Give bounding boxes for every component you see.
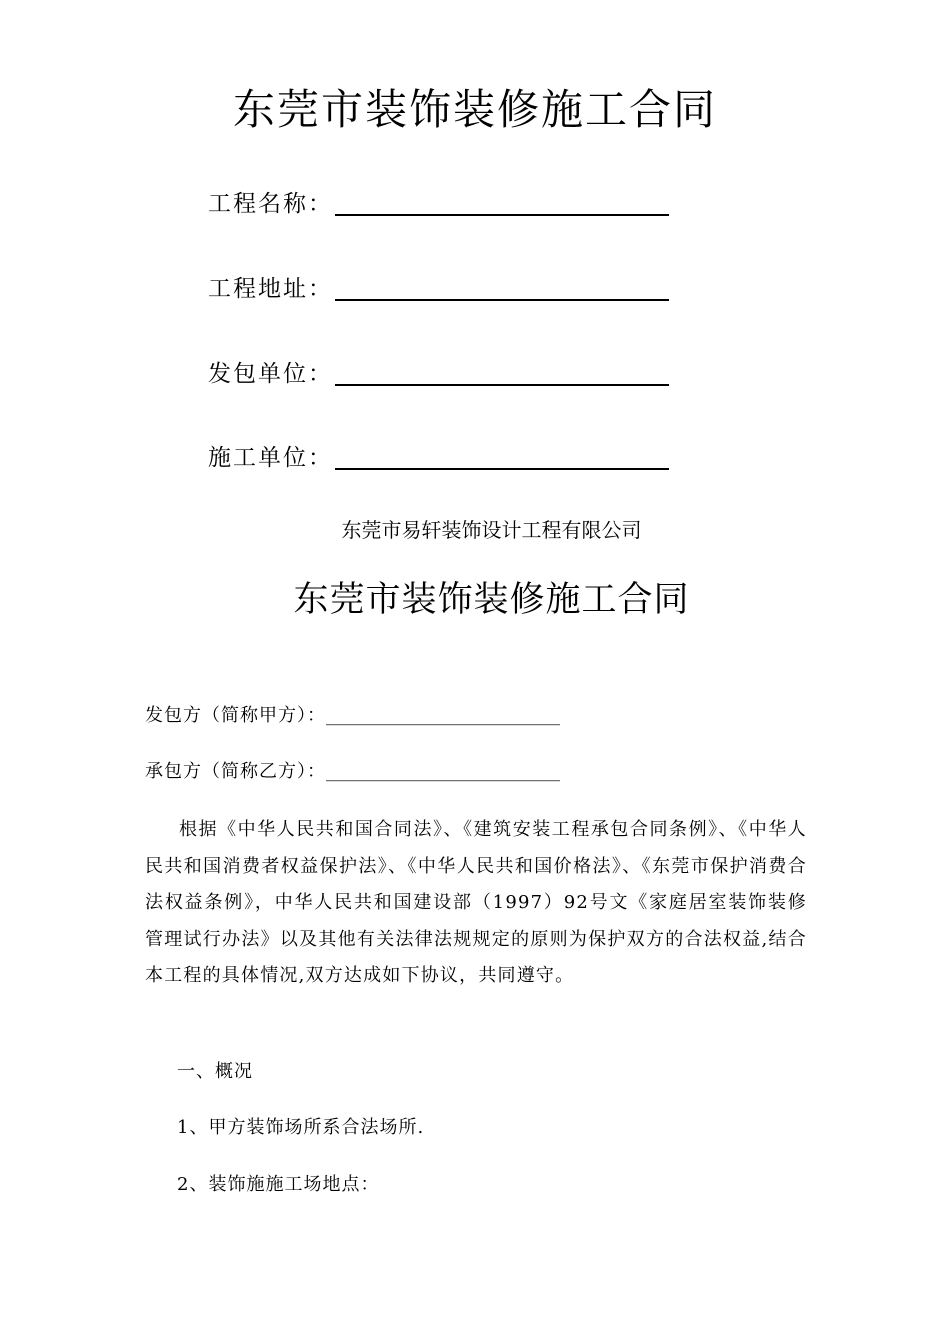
client-unit-label: 发包单位： [208, 361, 333, 387]
cover-title: 东莞市装饰装修施工合同 [232, 85, 717, 134]
party-b-blank: __________________________ [326, 761, 560, 782]
client-unit-field [208, 350, 669, 390]
contract-title: 东莞市装饰装修施工合同 [293, 580, 690, 620]
project-address-label: 工程地址： [208, 276, 333, 302]
project-name-field [208, 180, 669, 220]
section-1-heading: 一、概况 [177, 1061, 253, 1082]
item-2: 2、装饰施施工场地点： [177, 1174, 380, 1195]
party-b-line [145, 757, 560, 787]
project-address-field [208, 265, 669, 305]
contractor-unit-field [208, 434, 669, 474]
party-a-line [145, 701, 560, 731]
contractor-unit-blank-line [335, 442, 669, 470]
preamble-paragraph: 根据《中华人民共和国合同法》、《建筑安装工程承包合同条例》、《中华人民共和国消费者权益保护法》、《中华人民共和国价格法》、《东莞市保护消费合法权益条例》，中华人民共和国建设部（1997）92号文《家庭居室装饰装修管理试行办法》以及其他有关法律法规规定的原则为保护双方的合法权益,结合本工程的具体情况,双方达成如下协议，共同遵守。 [145, 819, 807, 986]
project-address-blank-line [335, 273, 669, 301]
project-name-label: 工程名称： [208, 191, 333, 217]
item-1: 1、甲方装饰场所系合法场所. [177, 1117, 425, 1138]
party-a-blank: __________________________ [326, 705, 560, 726]
project-name-blank-line [335, 188, 669, 216]
contractor-unit-label: 施工单位： [208, 445, 333, 471]
party-b-label: 承包方（简称乙方）： [145, 761, 326, 782]
party-a-label: 发包方（简称甲方）： [145, 705, 326, 726]
client-unit-blank-line [335, 358, 669, 386]
company-name: 东莞市易轩装饰设计工程有限公司 [341, 518, 642, 542]
